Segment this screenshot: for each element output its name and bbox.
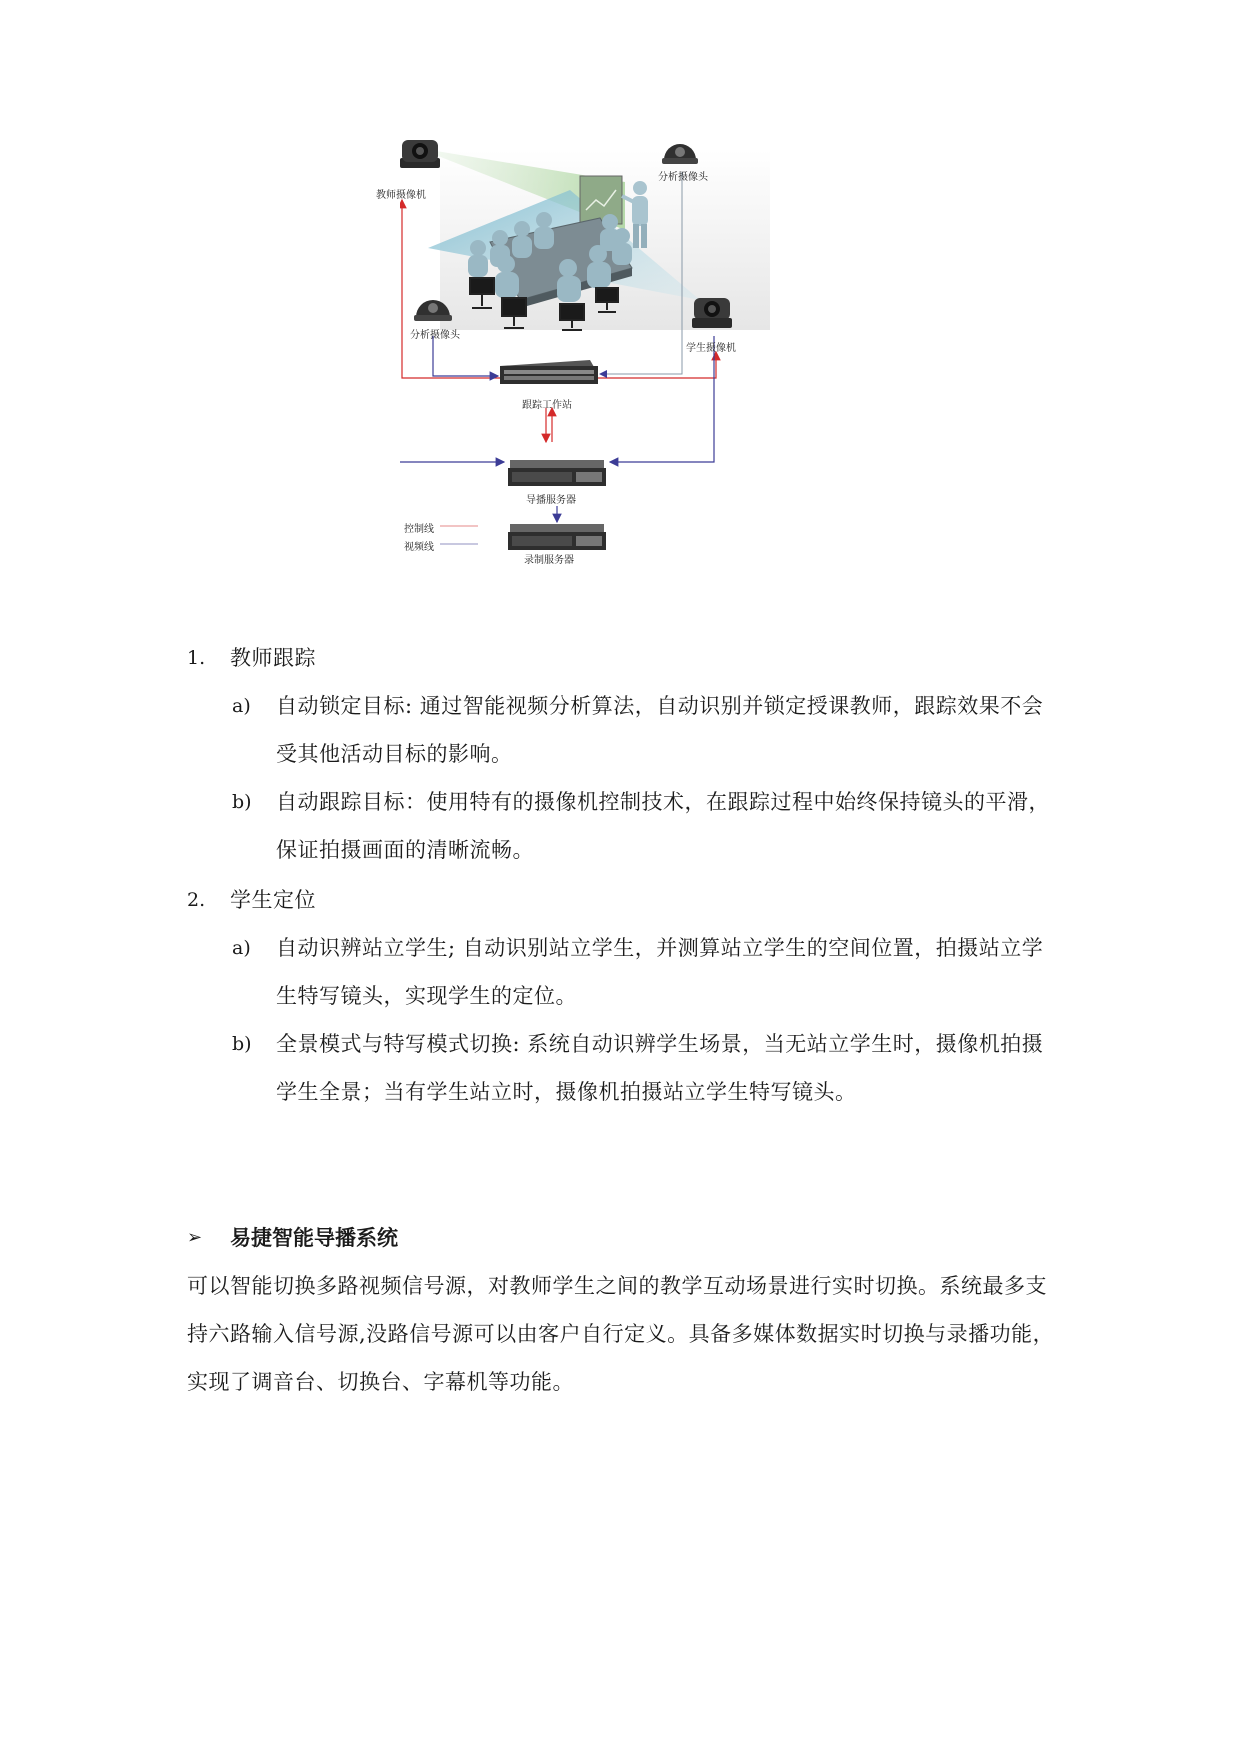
video-line-analysis-left: [433, 336, 498, 376]
diagram-graphics: [400, 130, 865, 640]
analysis-camera-top-icon: [662, 144, 698, 164]
label-analysis-camera-left: 分析摄像头: [410, 330, 460, 341]
label-director-server: 导播服务器: [526, 495, 576, 506]
section-title: 学生定位: [230, 888, 316, 912]
item-marker: b): [232, 1033, 252, 1055]
legend-control-label: 控制线: [404, 524, 434, 535]
paragraph-line: 可以智能切换多路视频信号源，对教师学生之间的教学互动场景进行实时切换。系统最多支: [187, 1274, 1047, 1298]
tracking-system-diagram: [376, 130, 865, 640]
item-text-line: 自动锁定目标: 通过智能视频分析算法，自动识别并锁定授课教师，跟踪效果不会: [276, 694, 1044, 718]
student-camera-icon: [692, 298, 732, 328]
section-number: 1.: [187, 647, 206, 669]
item-text-line: 保证拍摄画面的清晰流畅。: [276, 838, 534, 862]
paragraph-line: 实现了调音台、切换台、字幕机等功能。: [187, 1370, 574, 1394]
teacher-camera-icon: [400, 140, 440, 168]
system-heading: 易捷智能导播系统: [230, 1226, 398, 1250]
item-text-line: 全景模式与特写模式切换: 系统自动识辨学生场景，当无站立学生时，摄像机拍摄: [276, 1032, 1044, 1056]
arrow-bullet-icon: ➢: [187, 1227, 203, 1248]
label-teacher-camera: 教师摄像机: [376, 190, 426, 201]
legend-video-label: 视频线: [404, 542, 434, 553]
recording-server-icon: [508, 524, 606, 550]
item-marker: b): [232, 791, 252, 813]
label-recording-server: 录制服务器: [524, 555, 574, 566]
item-text-line: 学生全景；当有学生站立时，摄像机拍摄站立学生特写镜头。: [276, 1080, 857, 1104]
section-number: 2.: [187, 889, 206, 911]
section-title: 教师跟踪: [230, 646, 316, 670]
paragraph-line: 持六路输入信号源,没路信号源可以由客户自行定义。具备多媒体数据实时切换与录播功能，: [187, 1322, 1055, 1346]
video-line-student: [610, 336, 714, 462]
director-server-icon: [508, 460, 606, 486]
item-text-line: 自动跟踪目标：使用特有的摄像机控制技术，在跟踪过程中始终保持镜头的平滑，: [276, 790, 1050, 814]
item-text-line: 自动识辨站立学生; 自动识别站立学生，并测算站立学生的空间位置，拍摄站立学: [276, 936, 1044, 960]
item-text-line: 生特写镜头，实现学生的定位。: [276, 984, 577, 1008]
label-analysis-camera-top: 分析摄像头: [658, 172, 708, 183]
tracking-workstation-icon: [500, 360, 598, 384]
label-student-camera: 学生摄像机: [686, 343, 736, 354]
item-marker: a): [232, 937, 251, 959]
item-text-line: 受其他活动目标的影响。: [276, 742, 513, 766]
item-marker: a): [232, 695, 251, 717]
label-tracking-station: 跟踪工作站: [522, 400, 572, 411]
